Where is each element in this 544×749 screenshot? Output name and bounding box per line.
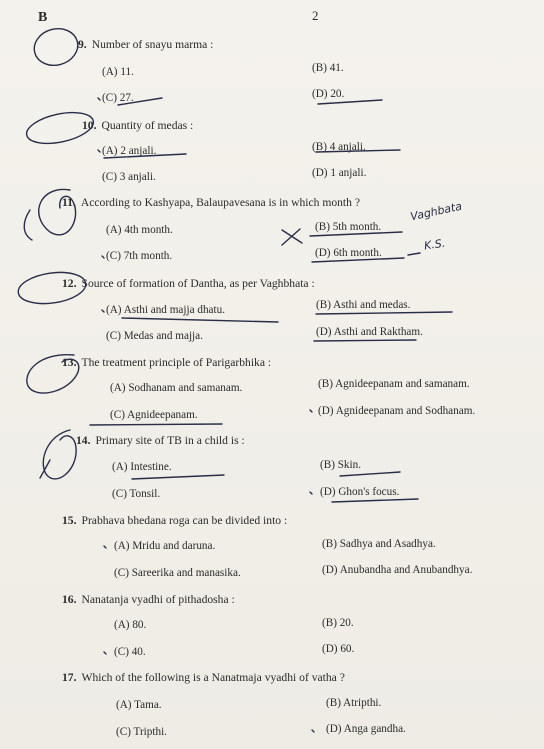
option-b: (B) Asthi and medas. xyxy=(316,299,411,311)
option-d: (D) Ghon's focus. xyxy=(320,486,400,498)
option-a: (A) Tama. xyxy=(116,699,162,711)
option-a: (A) Asthi and majja dhatu. xyxy=(106,304,225,316)
tick-mark xyxy=(102,310,104,312)
pen-stroke xyxy=(40,460,50,478)
question-text: 16. Nanatanja vyadhi of pithadosha : xyxy=(62,593,235,606)
option-a: (A) Intestine. xyxy=(112,461,172,473)
underline xyxy=(90,424,222,425)
underline xyxy=(122,318,278,322)
option-d: (D) 20. xyxy=(312,88,345,100)
question-circle xyxy=(43,430,76,479)
option-c: (C) Tonsil. xyxy=(112,488,161,500)
option-a: (A) 2 anjali. xyxy=(102,145,157,157)
option-d: (D) Anubandha and Anubandhya. xyxy=(322,564,473,576)
tick-mark xyxy=(104,652,106,654)
question-text: 11. According to Kashyapa, Balaupavesana is in which month ? xyxy=(62,196,360,209)
underline xyxy=(314,340,416,341)
option-b: (B) 5th month. xyxy=(315,221,382,233)
option-a: (A) 11. xyxy=(102,66,134,78)
question-text: 12. Source of formation of Dantha, as per Vaghbhata : xyxy=(62,277,315,290)
tick-mark xyxy=(310,410,312,412)
question-text: 17. Which of the following is a Nanatmaja vyadhi of vatha ? xyxy=(62,671,345,684)
option-c: (C) Agnideepanam. xyxy=(110,409,198,421)
option-b: (B) Skin. xyxy=(320,459,362,471)
option-c: (C) Medas and majja. xyxy=(106,330,203,342)
option-c: (C) 27. xyxy=(102,92,134,104)
page-number: 2 xyxy=(312,8,319,23)
underline xyxy=(332,499,418,502)
handwritten-note: Vaghbata xyxy=(409,199,464,224)
tick-mark xyxy=(312,730,314,732)
tick-mark xyxy=(102,256,104,258)
option-b: (B) 4 anjali. xyxy=(312,141,366,153)
option-d: (D) 1 anjali. xyxy=(312,167,367,179)
tick-mark xyxy=(98,150,100,152)
option-d: (D) Anga gandha. xyxy=(326,723,406,735)
question-text: 9. Number of snayu marma : xyxy=(78,38,214,51)
option-b: (B) Sadhya and Asadhya. xyxy=(322,538,436,550)
tick-mark xyxy=(104,546,106,548)
option-a: (A) Mridu and daruna. xyxy=(114,540,216,552)
option-b: (B) 20. xyxy=(322,617,354,629)
option-c: (C) 7th month. xyxy=(106,250,173,262)
tick-mark xyxy=(310,492,312,494)
option-d: (D) 6th month. xyxy=(315,247,382,259)
underline xyxy=(316,312,452,314)
pen-stroke xyxy=(24,210,32,240)
option-a: (A) Sodhanam and samanam. xyxy=(110,382,243,394)
question-circle xyxy=(30,24,82,70)
question-text: 15. Prabhava bhedana roga can be divided into : xyxy=(62,514,288,527)
option-a: (A) 4th month. xyxy=(106,224,173,236)
option-b: (B) 41. xyxy=(312,62,344,74)
question-text: 13. The treatment principle of Parigarbhika : xyxy=(62,356,272,369)
option-a: (A) 80. xyxy=(114,619,147,631)
option-c: (C) Sareerika and manasika. xyxy=(114,567,241,579)
option-b: (B) Atripthi. xyxy=(326,697,382,709)
option-b: (B) Agnideepanam and samanam. xyxy=(318,378,470,390)
handwritten-note: K.S. xyxy=(423,236,447,253)
option-d: (D) Agnideepanam and Sodhanam. xyxy=(318,405,476,417)
tick-mark xyxy=(98,98,100,100)
question-text: 10. Quantity of medas : xyxy=(82,119,194,132)
pen-stroke xyxy=(408,253,420,255)
underline xyxy=(132,475,224,479)
strike-mark xyxy=(282,229,300,245)
underline xyxy=(340,472,400,476)
strike-mark xyxy=(282,230,302,243)
option-c: (C) Tripthi. xyxy=(116,726,167,738)
option-d: (D) 60. xyxy=(322,643,355,655)
underline xyxy=(318,100,382,104)
question-text: 14. Primary site of TB in a child is : xyxy=(76,434,245,447)
option-c: (C) 3 anjali. xyxy=(102,171,156,183)
section-label: B xyxy=(38,10,48,25)
option-d: (D) Asthi and Raktham. xyxy=(316,326,423,338)
option-c: (C) 40. xyxy=(114,646,146,658)
